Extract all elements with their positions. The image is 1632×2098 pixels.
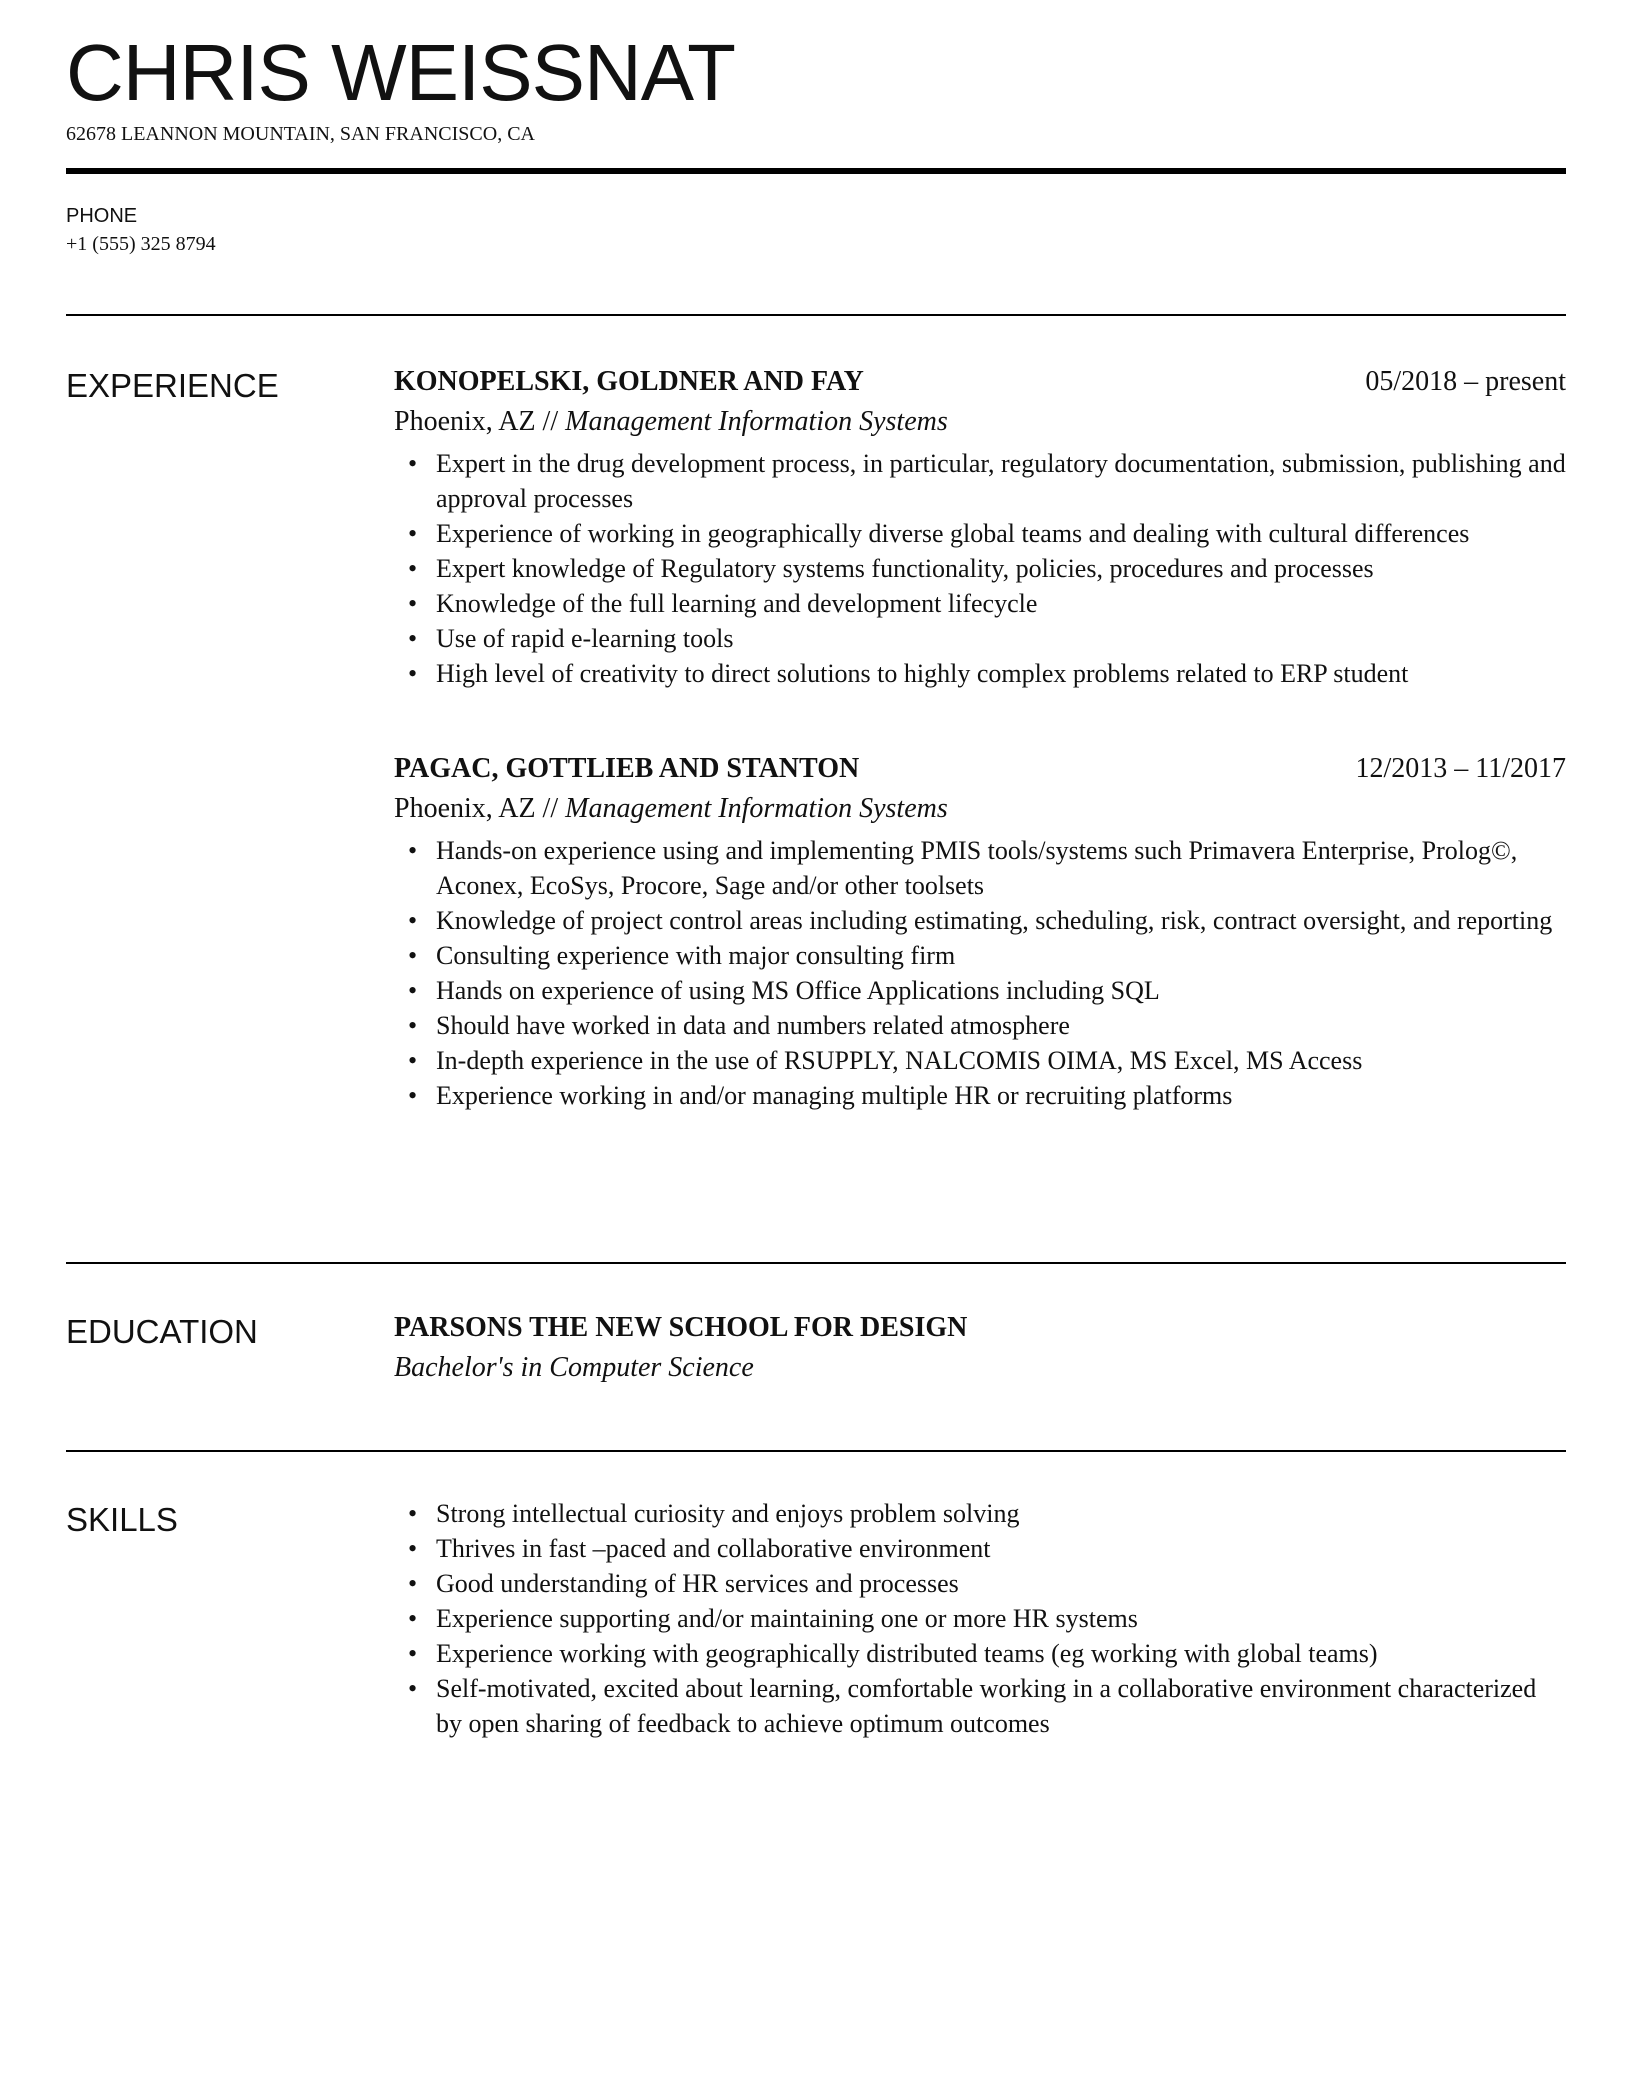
job-bullets [394, 833, 1566, 1113]
bullet-item: • Expert knowledge of Regulatory systems functionality, policies, procedures and processes [436, 551, 1566, 586]
job-location: Phoenix, AZ // [394, 406, 559, 437]
phone-label: PHONE [66, 205, 138, 227]
job-entry [394, 749, 1566, 1113]
address: 62678 LEANNON MOUNTAIN, SAN FRANCISCO, CA [66, 123, 535, 145]
skill-item: • Good understanding of HR services and processes [436, 1566, 1566, 1601]
section-divider [66, 1450, 1566, 1452]
bullet-item: • Experience working in and/or managing multiple HR or recruiting platforms [436, 1078, 1566, 1113]
job-bullets [394, 446, 1566, 691]
job-entry [394, 362, 1566, 691]
job-dates: 12/2013 – 11/2017 [1355, 753, 1566, 784]
bullet-item: • Knowledge of the full learning and development lifecycle [436, 586, 1566, 621]
phone-number: +1 (555) 325 8794 [66, 233, 216, 255]
bullet-item: • Use of rapid e-learning tools [436, 621, 1566, 656]
bullet-item: • Consulting experience with major consulting firm [436, 938, 1566, 973]
job-header [394, 362, 1566, 402]
bullet-item: • Hands on experience of using MS Office Applications including SQL [436, 973, 1566, 1008]
header-divider [66, 168, 1566, 174]
bullet-item: • Knowledge of project control areas including estimating, scheduling, risk, contract oversight, and reporting [436, 903, 1566, 938]
job-location: Phoenix, AZ // [394, 793, 559, 824]
education-content [394, 1308, 1566, 1388]
job-header [394, 749, 1566, 789]
skill-item: • Self-motivated, excited about learning, comfortable working in a collaborative environment characterized by open sharing of feedback to achieve optimum outcomes [436, 1671, 1566, 1741]
section-divider [66, 314, 1566, 316]
bullet-item: • Experience of working in geographically diverse global teams and dealing with cultural differences [436, 516, 1566, 551]
bullet-item: • Expert in the drug development process, in particular, regulatory documentation, submission, publishing and approval processes [436, 446, 1566, 516]
skill-item: • Experience working with geographically distributed teams (eg working with global teams) [436, 1636, 1566, 1671]
bullet-item: • High level of creativity to direct solutions to highly complex problems related to ERP student [436, 656, 1566, 691]
job-dates: 05/2018 – present [1365, 366, 1566, 397]
company-name: PAGAC, GOTTLIEB AND STANTON [394, 753, 860, 784]
job-role: Management Information Systems [565, 793, 948, 824]
skills-list [394, 1496, 1566, 1741]
skills-content [394, 1496, 1566, 1741]
section-divider [66, 1262, 1566, 1264]
job-subtitle [394, 789, 1566, 829]
education-heading: EDUCATION [66, 1313, 258, 1350]
skill-item: • Thrives in fast –paced and collaborative environment [436, 1531, 1566, 1566]
skill-item: • Experience supporting and/or maintaining one or more HR systems [436, 1601, 1566, 1636]
school-name: PARSONS THE NEW SCHOOL FOR DESIGN [394, 1312, 968, 1343]
skill-item: • Strong intellectual curiosity and enjoys problem solving [436, 1496, 1566, 1531]
skills-heading: SKILLS [66, 1501, 178, 1538]
candidate-name: CHRIS WEISSNAT [66, 28, 736, 117]
bullet-item: • Should have worked in data and numbers related atmosphere [436, 1008, 1566, 1043]
company-name: KONOPELSKI, GOLDNER AND FAY [394, 366, 864, 397]
experience-content [394, 362, 1566, 1171]
bullet-item: • In-depth experience in the use of RSUPPLY, NALCOMIS OIMA, MS Excel, MS Access [436, 1043, 1566, 1078]
job-role: Management Information Systems [565, 406, 948, 437]
job-subtitle [394, 402, 1566, 442]
bullet-item: • Hands-on experience using and implementing PMIS tools/systems such Primavera Enterprise, Prolog©, Aconex, EcoSys, Procore, Sage and/or other toolsets [436, 833, 1566, 903]
experience-heading: EXPERIENCE [66, 367, 279, 404]
degree: Bachelor's in Computer Science [394, 1352, 754, 1383]
